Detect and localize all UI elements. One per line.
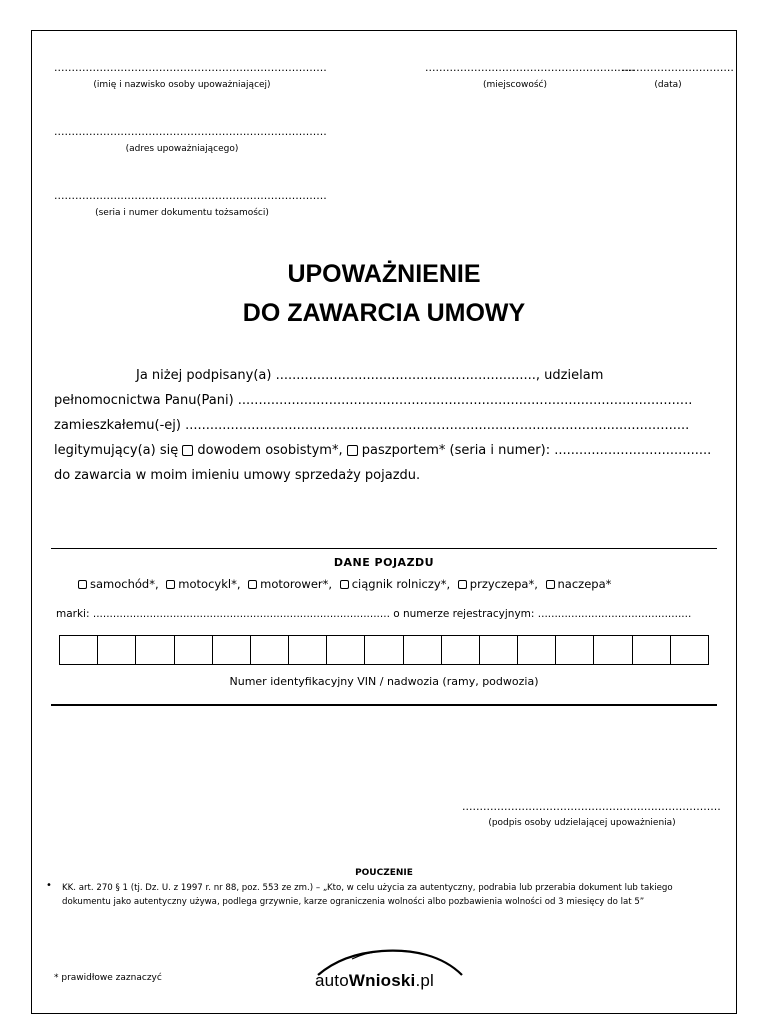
body-line-4-prefix: legitymujący(a) się [54, 443, 179, 458]
vin-cell[interactable] [251, 636, 289, 664]
vin-cell[interactable] [365, 636, 403, 664]
vehicle-type-row [78, 577, 615, 591]
body-line-5: do zawarcia w moim imieniu umowy sprzedaży pojazdu. [54, 468, 421, 483]
vin-cell[interactable] [442, 636, 480, 664]
vehicle-type-label: motocykl*, [178, 577, 241, 591]
vin-boxes[interactable] [59, 635, 709, 665]
address-label: (adres upoważniającego) [125, 144, 239, 154]
vehicle-type-label: ciągnik rolniczy*, [351, 577, 451, 591]
title-line-2: DO ZAWARCIA UMOWY [242, 299, 526, 327]
vin-cell[interactable] [556, 636, 594, 664]
vehicle-heading: DANE POJAZDU [333, 556, 435, 569]
vin-label: Numer identyfikacyjny VIN / nadwozia (ramy, podwozia) [229, 675, 539, 688]
vin-cell[interactable] [289, 636, 327, 664]
vin-cell[interactable] [518, 636, 556, 664]
logo-pl: .pl [415, 971, 435, 990]
semitrailer-checkbox[interactable] [546, 580, 555, 589]
body-line-3: zamieszkałemu(-ej) .......................................................................................................................... [54, 418, 690, 433]
autownioski-logo [312, 941, 472, 997]
notice-heading: POUCZENIE [355, 868, 413, 878]
name-dots: .............................................................................. [54, 61, 327, 74]
id-card-checkbox[interactable] [182, 445, 193, 456]
logo-wnioski: Wnioski [348, 971, 416, 990]
signature-label: (podpis osoby udzielającej upoważnienia) [488, 818, 676, 828]
body-line-2: pełnomocnictwa Panu(Pani) .............................................................................................................. [54, 393, 693, 408]
title-line-1: UPOWAŻNIENIE [287, 260, 481, 288]
vehicle-bottom-rule [51, 704, 717, 706]
id-dots: .............................................................................. [54, 189, 327, 202]
vin-cell[interactable] [327, 636, 365, 664]
vehicle-type-label: przyczepa*, [469, 577, 538, 591]
vehicle-top-rule [51, 548, 717, 549]
vin-cell[interactable] [633, 636, 671, 664]
id-label: (seria i numer dokumentu tożsamości) [95, 208, 269, 218]
body-line-4 [54, 443, 711, 458]
notice-bullet: • [46, 880, 52, 891]
vin-cell[interactable] [480, 636, 518, 664]
vehicle-type-label: motorower*, [260, 577, 333, 591]
form-page [31, 30, 737, 1014]
vin-cell[interactable] [594, 636, 632, 664]
place-label: (miejscowość) [483, 80, 547, 90]
logo-text [315, 971, 434, 991]
vin-cell[interactable] [98, 636, 136, 664]
vehicle-type-label: samochód*, [90, 577, 159, 591]
vin-cell[interactable] [60, 636, 98, 664]
date-label: (data) [654, 80, 682, 90]
footnote: * prawidłowe zaznaczyć [54, 973, 162, 983]
logo-auto: auto [315, 971, 349, 990]
car-checkbox[interactable] [78, 580, 87, 589]
notice-text: KK. art. 270 § 1 (tj. Dz. U. z 1997 r. nr 88, poz. 553 ze zm.) – „Kto, w celu użycia za autentyczny, podrabia lub przerabia dokument lub takiego dokumentu jako autentyczny używa, podlega grzywnie, karze ograniczenia wolności albo pozbawienia wolności od 3 miesięcy do lat 5” [62, 883, 673, 907]
id-card-label: dowodem osobistym*, [197, 443, 343, 458]
tractor-checkbox[interactable] [340, 580, 349, 589]
vin-cell[interactable] [175, 636, 213, 664]
make-and-registration-line: marki: ......................................................................................... o numerze rejestracyjnym: .............................................. [56, 608, 692, 620]
moped-checkbox[interactable] [248, 580, 257, 589]
date-dots: ................................ [622, 61, 734, 74]
signature-dots: .......................................................................... [462, 800, 721, 813]
passport-label: paszportem* (seria i numer): ...................................... [361, 443, 712, 458]
place-dots: ............................................................ [425, 61, 635, 74]
vin-cell[interactable] [671, 636, 708, 664]
name-label: (imię i nazwisko osoby upoważniającej) [93, 80, 271, 90]
vin-cell[interactable] [404, 636, 442, 664]
vehicle-type-label: naczepa* [557, 577, 612, 591]
motorcycle-checkbox[interactable] [166, 580, 175, 589]
body-line-1: Ja niżej podpisany(a) ..............................................................., udzielam [136, 368, 604, 383]
trailer-checkbox[interactable] [458, 580, 467, 589]
address-dots: .............................................................................. [54, 125, 327, 138]
vin-cell[interactable] [136, 636, 174, 664]
passport-checkbox[interactable] [347, 445, 358, 456]
vin-cell[interactable] [213, 636, 251, 664]
